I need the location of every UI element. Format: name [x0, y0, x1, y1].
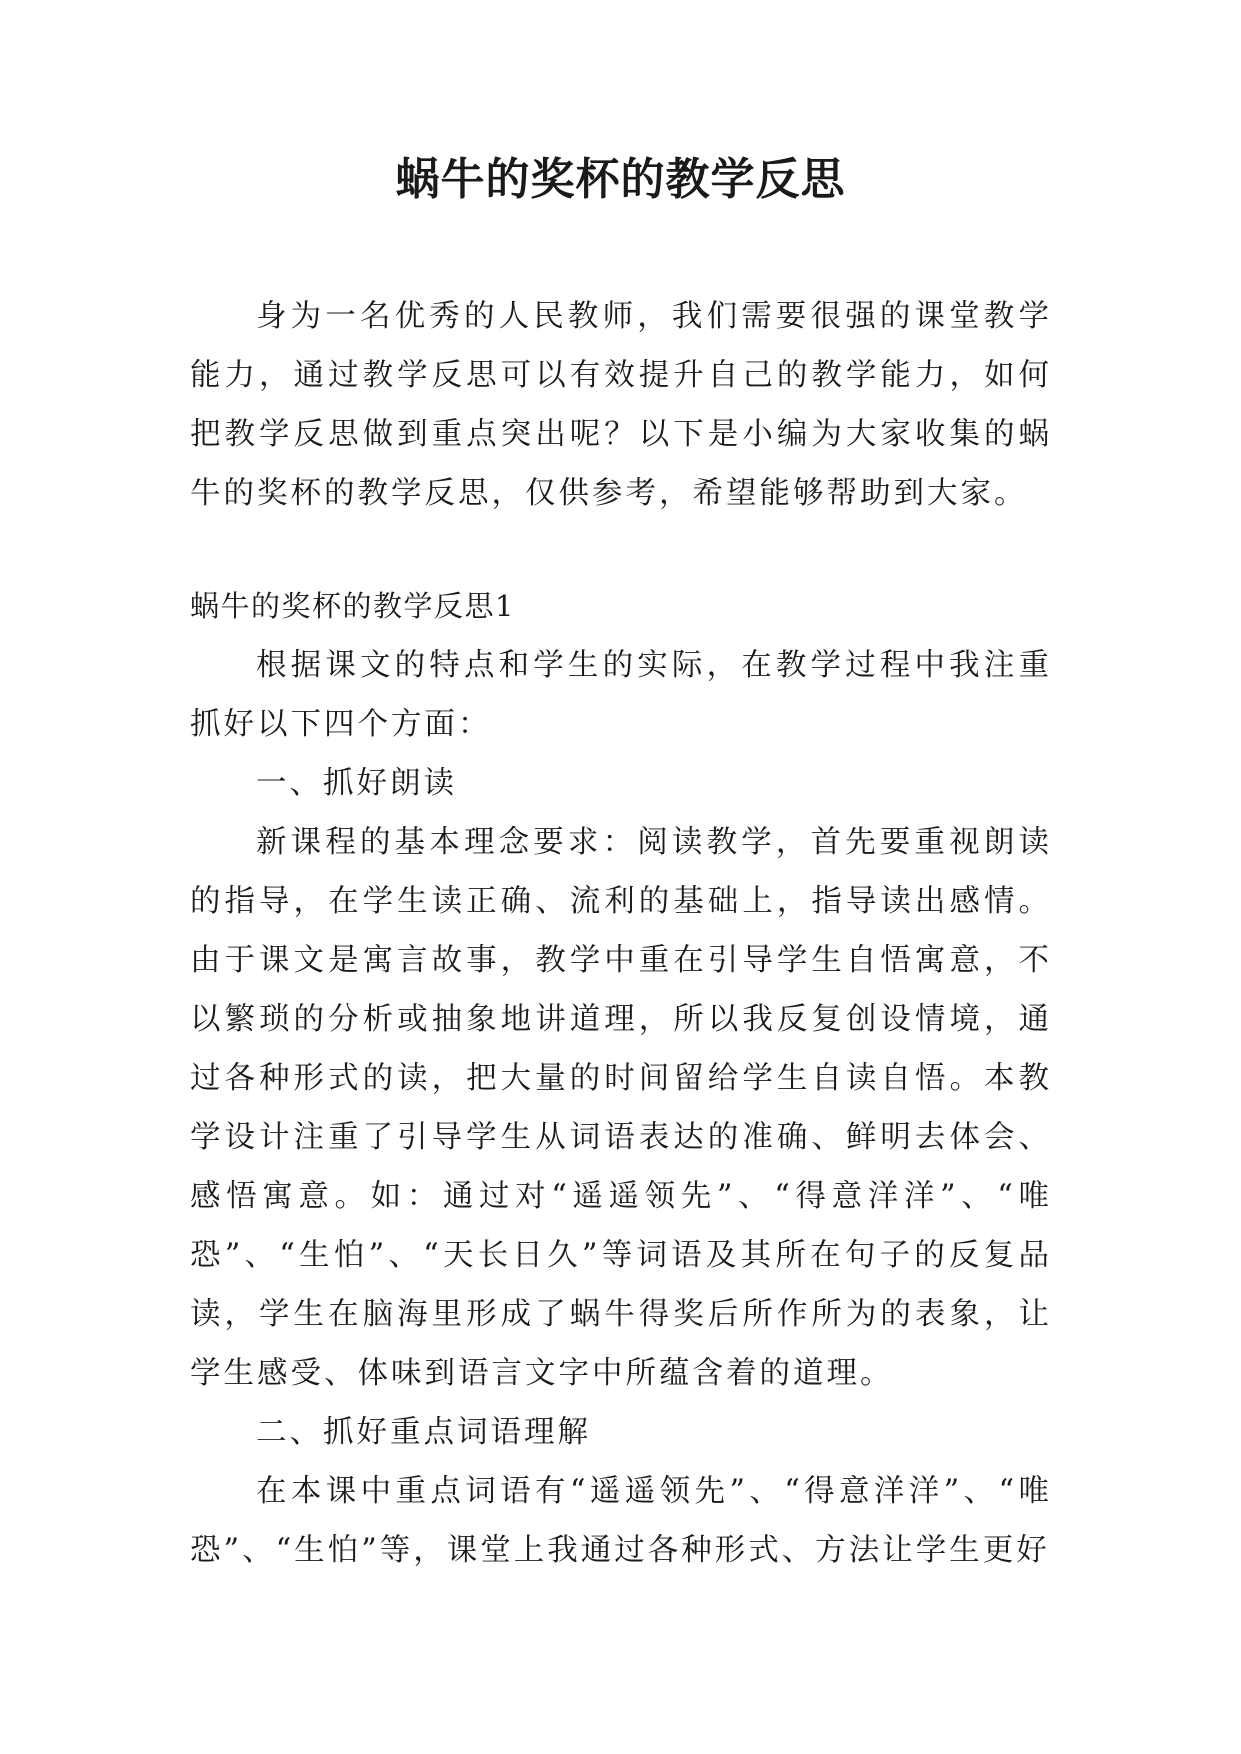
paragraph: 新课程的基本理念要求：阅读教学，首先要重视朗读的指导，在学生读正确、流利的基础上，指导读出感情。由于课文是寓言故事，教学中重在引导学生自悟寓意，不以繁琐的分析或抽象地讲道理，所以我反复创设情境，通过各种形式的读，把大量的时间留给学生自读自悟。本教学设计注重了引导学生从词语表达的准确、鲜明去体会、感悟寓意。如：通过对“遥遥领先”、“得意洋洋”、“唯恐”、“生怕”、“天长日久”等词语及其所在句子的反复品读，学生在脑海里形成了蜗牛得奖后所作所为的表象，让学生感受、体味到语言文字中所蕴含着的道理。 — [190, 825, 1052, 1391]
subheading: 二、抓好重点词语理解 — [256, 1415, 591, 1450]
subheading: 一、抓好朗读 — [256, 766, 457, 801]
paragraph: 根据课文的特点和学生的实际，在教学过程中我注重抓好以下四个方面： — [190, 648, 1052, 742]
document-body — [190, 287, 1052, 1580]
document-title: 蜗牛的奖杯的教学反思 — [395, 154, 846, 205]
paragraph: 在本课中重点词语有“遥遥领先”、“得意洋洋”、“唯恐”、“生怕”等，课堂上我通过各种形式、方法让学生更好 — [190, 1474, 1052, 1568]
section-title: 蜗牛的奖杯的教学反思1 — [190, 589, 515, 623]
intro-paragraph: 身为一名优秀的人民教师，我们需要很强的课堂教学能力，通过教学反思可以有效提升自己的教学能力，如何把教学反思做到重点突出呢？以下是小编为大家收集的蜗牛的奖杯的教学反思，仅供参考，希望能够帮助到大家。 — [190, 299, 1052, 511]
spacer — [190, 523, 1052, 577]
